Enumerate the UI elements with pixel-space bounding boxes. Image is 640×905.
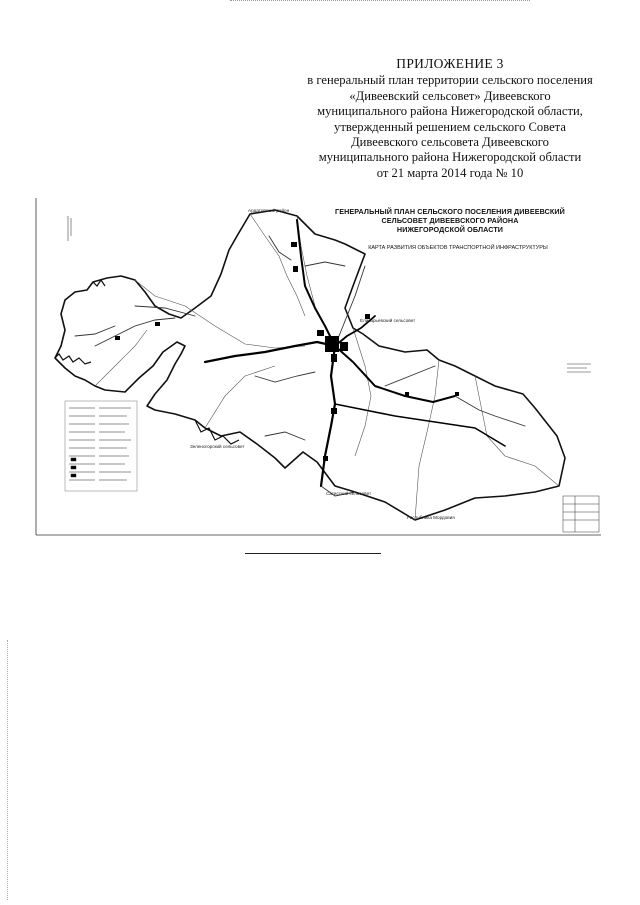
main-roads bbox=[205, 220, 505, 486]
settlement-boundary bbox=[55, 210, 565, 520]
scan-edge-left bbox=[7, 640, 8, 900]
appendix-title: ПРИЛОЖЕНИЕ 3 bbox=[396, 56, 504, 71]
secondary-roads bbox=[75, 236, 525, 496]
header-line-2: «Дивеевский сельсовет» Дивеевского bbox=[349, 88, 551, 103]
title-stamp bbox=[563, 496, 599, 532]
header-line-5: Дивеевского сельсовета Дивеевского bbox=[351, 135, 549, 150]
side-notes-icon bbox=[68, 216, 71, 241]
scale-notes bbox=[567, 364, 591, 372]
label-mordovia: Республика Мордовия bbox=[407, 515, 455, 520]
appendix-header bbox=[290, 56, 610, 181]
label-elizarievo: Елизарьевский сельсовет bbox=[360, 318, 416, 323]
header-line-3: муниципального района Нижегородской области, bbox=[317, 104, 583, 119]
label-ardatov: Ардатовский район bbox=[248, 208, 290, 213]
map-subtitle: КАРТА РАЗВИТИЯ ОБЪЕКТОВ ТРАНСПОРТНОЙ ИНФРАСТРУКТУРЫ bbox=[368, 245, 548, 251]
header-line-6: муниципального района Нижегородской области bbox=[318, 150, 582, 165]
footer-divider bbox=[245, 553, 381, 554]
header-line-7: от 21 марта 2014 года № 10 bbox=[376, 165, 524, 180]
label-zelenogorsk: Зеленогорский сельсовет bbox=[190, 444, 245, 449]
south-boundary-notch bbox=[195, 420, 239, 444]
map-legend bbox=[65, 401, 137, 491]
settlement-diveevo bbox=[325, 336, 339, 352]
scan-edge-top bbox=[230, 0, 530, 3]
map-title-line-3: НИЖЕГОРОДСКОЙ ОБЛАСТИ bbox=[396, 225, 504, 234]
header-line-4: утвержденный решением сельского Совета bbox=[334, 119, 566, 134]
map-title bbox=[300, 207, 600, 234]
map-title-line-1: ГЕНЕРАЛЬНЫЙ ПЛАН СЕЛЬСКОГО ПОСЕЛЕНИЯ ДИВЕЕВСКИЙ bbox=[335, 207, 565, 216]
label-satis: Сатисский сельсовет bbox=[326, 491, 372, 496]
header-line-1: в генеральный план территории сельского поселения bbox=[307, 73, 593, 88]
map-title-line-2: СЕЛЬСОВЕТ ДИВЕЕВСКОГО РАЙОНА bbox=[381, 216, 519, 225]
